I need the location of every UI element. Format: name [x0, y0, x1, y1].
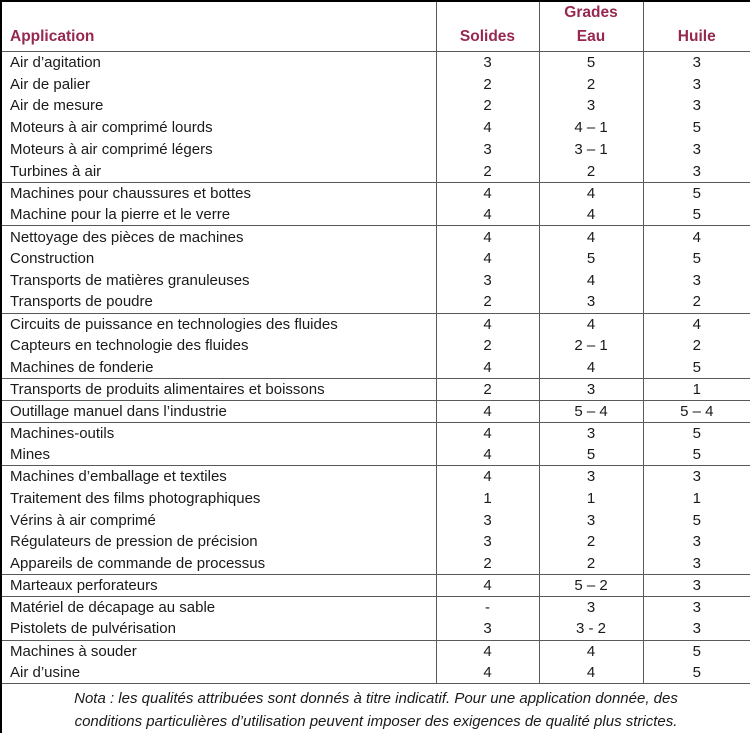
huile-cell: 5: [643, 182, 750, 204]
table-row: [1, 400, 750, 422]
row-group: [1, 466, 750, 575]
footnote-line-2: conditions particulières d’utilisation peuvent imposer des exigences de qualité plus strictes.: [74, 712, 678, 730]
eau-cell: 4: [539, 204, 643, 226]
huile-cell: 1: [643, 487, 750, 509]
eau-cell: 1: [539, 487, 643, 509]
application-cell: Turbines à air: [10, 162, 102, 180]
row-group: [1, 378, 750, 400]
huile-cell: 5: [643, 117, 750, 139]
header-grades-label: Grades: [564, 4, 618, 21]
table-row: [1, 52, 750, 74]
huile-cell: 3: [643, 466, 750, 488]
table-row: [1, 226, 750, 248]
header-eau-label: Eau: [576, 28, 606, 46]
application-cell: Pistolets de pulvérisation: [10, 620, 176, 638]
table-row: [1, 291, 750, 313]
solides-cell: 2: [436, 95, 539, 117]
huile-cell: 3: [643, 553, 750, 575]
solides-cell: 3: [436, 269, 539, 291]
solides-cell: 4: [436, 466, 539, 488]
solides-cell: 4: [436, 422, 539, 444]
eau-cell: 5: [539, 444, 643, 466]
solides-cell: 1: [436, 487, 539, 509]
solides-cell: 2: [436, 378, 539, 400]
header-huile: Huile: [643, 1, 750, 52]
huile-cell: 3: [643, 95, 750, 117]
eau-cell: 2 – 1: [539, 335, 643, 357]
huile-cell: 3: [643, 269, 750, 291]
solides-cell: 2: [436, 160, 539, 182]
solides-cell: 4: [436, 226, 539, 248]
solides-cell: 4: [436, 357, 539, 379]
table-row: [1, 662, 750, 684]
table-row: [1, 640, 750, 662]
application-cell: Transports de poudre: [10, 293, 153, 311]
header-solides: Solides: [436, 1, 539, 52]
table-row: [1, 182, 750, 204]
huile-cell: 3: [643, 596, 750, 618]
solides-cell: 4: [436, 313, 539, 335]
application-cell: Outillage manuel dans l’industrie: [10, 402, 227, 420]
eau-cell: 3: [539, 291, 643, 313]
eau-cell: 5: [539, 248, 643, 270]
table-row: [1, 248, 750, 270]
application-cell: Air de mesure: [10, 97, 104, 115]
table-row: [1, 618, 750, 640]
solides-cell: 4: [436, 640, 539, 662]
huile-cell: 1: [643, 378, 750, 400]
row-group: [1, 182, 750, 226]
eau-cell: 3: [539, 95, 643, 117]
eau-cell: 3: [539, 378, 643, 400]
huile-cell: 2: [643, 335, 750, 357]
table-row: [1, 487, 750, 509]
table-row: [1, 444, 750, 466]
application-cell: Air d’agitation: [10, 54, 101, 72]
eau-cell: 3 – 1: [539, 139, 643, 161]
huile-cell: 3: [643, 139, 750, 161]
application-cell: Machines de fonderie: [10, 358, 154, 376]
solides-cell: 4: [436, 117, 539, 139]
application-cell: Machine pour la pierre et le verre: [10, 206, 231, 224]
application-cell: Capteurs en technologie des fluides: [10, 337, 249, 355]
table-row: [1, 313, 750, 335]
huile-cell: 3: [643, 160, 750, 182]
table-row: [1, 204, 750, 226]
application-cell: Marteaux perforateurs: [10, 577, 158, 595]
solides-cell: 3: [436, 52, 539, 74]
header-row: [1, 1, 750, 52]
table-row: [1, 378, 750, 400]
application-cell: Moteurs à air comprimé lourds: [10, 119, 213, 137]
table-footnote: [1, 684, 750, 733]
row-group: [1, 640, 750, 684]
table-row: [1, 422, 750, 444]
eau-cell: 2: [539, 160, 643, 182]
footnote-line-1: Nota : les qualités attribuées sont donnés à titre indicatif. Pour une application donnée, des: [74, 690, 678, 708]
huile-cell: 3: [643, 575, 750, 597]
solides-cell: 2: [436, 335, 539, 357]
table-row: [1, 575, 750, 597]
huile-cell: 4: [643, 226, 750, 248]
solides-cell: 4: [436, 248, 539, 270]
huile-cell: 3: [643, 52, 750, 74]
row-group: [1, 575, 750, 597]
eau-cell: 3: [539, 422, 643, 444]
application-cell: Matériel de décapage au sable: [10, 599, 216, 617]
solides-cell: 3: [436, 509, 539, 531]
eau-cell: 5 – 2: [539, 575, 643, 597]
huile-cell: 5: [643, 444, 750, 466]
solides-cell: 4: [436, 444, 539, 466]
huile-cell: 3: [643, 531, 750, 553]
row-group: [1, 313, 750, 378]
row-group: [1, 226, 750, 313]
eau-cell: 3: [539, 596, 643, 618]
solides-cell: 2: [436, 291, 539, 313]
solides-cell: 3: [436, 618, 539, 640]
eau-cell: 4: [539, 269, 643, 291]
application-cell: Traitement des films photographiques: [10, 489, 261, 507]
application-cell: Machines-outils: [10, 424, 115, 442]
solides-cell: 4: [436, 400, 539, 422]
huile-cell: 3: [643, 73, 750, 95]
table-row: [1, 73, 750, 95]
huile-cell: 5: [643, 357, 750, 379]
solides-cell: 4: [436, 182, 539, 204]
solides-cell: 4: [436, 662, 539, 684]
eau-cell: 4: [539, 662, 643, 684]
table-row: [1, 553, 750, 575]
eau-cell: 5: [539, 52, 643, 74]
application-cell: Moteurs à air comprimé légers: [10, 141, 213, 159]
application-cell: Machines pour chaussures et bottes: [10, 184, 251, 202]
eau-cell: 4: [539, 182, 643, 204]
application-cell: Circuits de puissance en technologies des fluides: [10, 315, 338, 333]
table-row: [1, 160, 750, 182]
application-cell: Construction: [10, 250, 95, 268]
huile-cell: 5: [643, 422, 750, 444]
huile-cell: 5: [643, 509, 750, 531]
eau-cell: 4 – 1: [539, 117, 643, 139]
table-row: [1, 269, 750, 291]
eau-cell: 4: [539, 313, 643, 335]
eau-cell: 2: [539, 531, 643, 553]
huile-cell: 3: [643, 618, 750, 640]
huile-cell: 5 – 4: [643, 400, 750, 422]
solides-cell: 3: [436, 139, 539, 161]
application-cell: Nettoyage des pièces de machines: [10, 228, 244, 246]
table-row: [1, 139, 750, 161]
table-row: [1, 509, 750, 531]
eau-cell: 5 – 4: [539, 400, 643, 422]
application-cell: Air de palier: [10, 75, 91, 93]
application-cell: Machines d’emballage et textiles: [10, 468, 227, 486]
application-cell: Transports de matières granuleuses: [10, 271, 250, 289]
eau-cell: 4: [539, 226, 643, 248]
table-row: [1, 95, 750, 117]
table-row: [1, 117, 750, 139]
solides-cell: 3: [436, 531, 539, 553]
application-cell: Machines à souder: [10, 642, 137, 660]
solides-cell: -: [436, 596, 539, 618]
eau-cell: 3: [539, 466, 643, 488]
application-cell: Transports de produits alimentaires et boissons: [10, 380, 325, 398]
solides-cell: 2: [436, 73, 539, 95]
eau-cell: 3 - 2: [539, 618, 643, 640]
huile-cell: 2: [643, 291, 750, 313]
row-group: [1, 422, 750, 466]
eau-cell: 3: [539, 509, 643, 531]
solides-cell: 4: [436, 575, 539, 597]
application-cell: Appareils de commande de processus: [10, 554, 266, 572]
eau-cell: 2: [539, 553, 643, 575]
row-group: [1, 400, 750, 422]
solides-cell: 4: [436, 204, 539, 226]
footnote-row: [1, 684, 750, 733]
header-grades-eau: [539, 1, 643, 52]
table-header: [1, 1, 750, 52]
footnote-cell: [1, 684, 750, 733]
application-cell: Vérins à air comprimé: [10, 511, 156, 529]
application-cell: Air d’usine: [10, 663, 81, 681]
huile-cell: 5: [643, 640, 750, 662]
table-row: [1, 335, 750, 357]
huile-cell: 4: [643, 313, 750, 335]
application-cell: Mines: [10, 445, 51, 463]
solides-cell: 2: [436, 553, 539, 575]
row-group: [1, 596, 750, 640]
huile-cell: 5: [643, 662, 750, 684]
eau-cell: 2: [539, 73, 643, 95]
row-group: [1, 52, 750, 183]
huile-cell: 5: [643, 204, 750, 226]
table-row: [1, 466, 750, 488]
table-row: [1, 357, 750, 379]
eau-cell: 4: [539, 357, 643, 379]
eau-cell: 4: [539, 640, 643, 662]
application-cell: Régulateurs de pression de précision: [10, 533, 258, 551]
huile-cell: 5: [643, 248, 750, 270]
table-row: [1, 596, 750, 618]
header-application: Application: [1, 1, 436, 52]
table-row: [1, 531, 750, 553]
